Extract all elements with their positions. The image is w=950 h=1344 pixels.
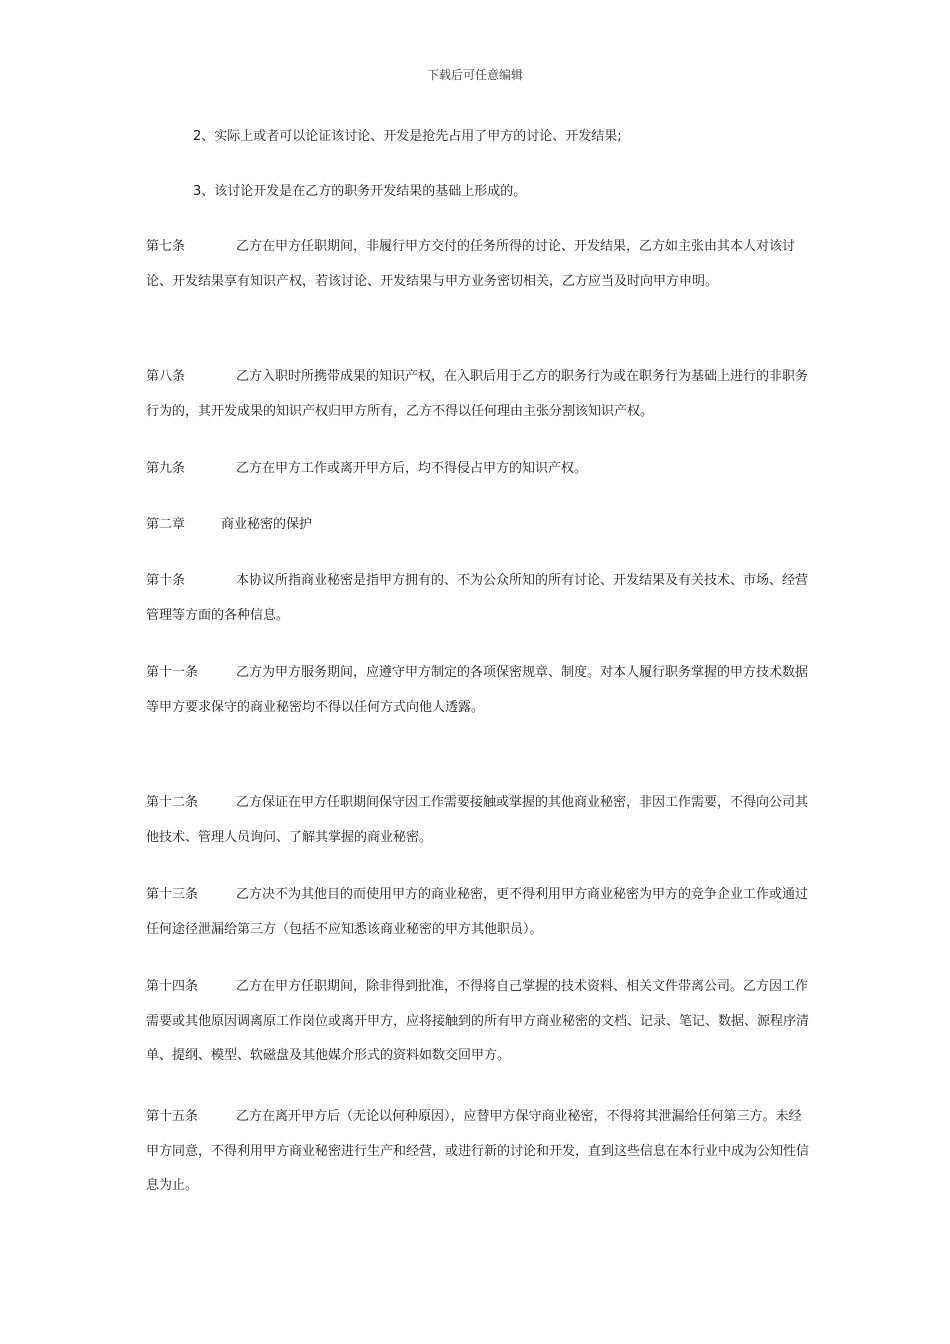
article-label: 第十二条 bbox=[146, 795, 199, 810]
article-text: 乙方为甲方服务期间，应遵守甲方制定的各项保密规章、制度。对本人履行职务掌握的甲方技术数据等甲方要求保守的商业秘密均不得以任何方式向他人透露。 bbox=[146, 665, 809, 715]
list-item bbox=[193, 175, 810, 210]
article-14 bbox=[146, 970, 810, 1074]
article-text: 乙方在甲方任职期间，非履行甲方交付的任务所得的讨论、开发结果，乙方如主张由其本人对该讨论、开发结果享有知识产权，若该讨论、开发结果与甲方业务密切相关，乙方应当及时向甲方申明。 bbox=[146, 239, 796, 289]
article-label: 第十一条 bbox=[146, 665, 199, 680]
list-item bbox=[193, 120, 810, 155]
article-8 bbox=[146, 360, 810, 429]
article-text: 乙方决不为其他目的而使用甲方的商业秘密，更不得利用甲方商业秘密为甲方的竞争企业工作或通过任何途径泄漏给第三方（包括不应知悉该商业秘密的甲方其他职员）。 bbox=[146, 887, 809, 937]
article-label: 第七条 bbox=[146, 239, 186, 254]
page-header: 下载后可任意编辑 bbox=[426, 68, 523, 82]
article-label: 第十五条 bbox=[146, 1109, 199, 1124]
article-10 bbox=[146, 564, 810, 633]
article-text: 乙方在离开甲方后（无论以何种原因），应替甲方保守商业秘密，不得将其泄漏给任何第三方。未经甲方同意，不得利用甲方商业秘密进行生产和经营，或进行新的讨论和开发，直到这些信息在本行业中成为公知性信息为止。 bbox=[146, 1109, 810, 1193]
article-label: 第十三条 bbox=[146, 887, 199, 902]
article-label: 第九条 bbox=[146, 461, 186, 476]
article-text: 乙方保证在甲方任职期间保守因工作需要接触或掌握的其他商业秘密，非因工作需要，不得向公司其他技术、管理人员询问、了解其掌握的商业秘密。 bbox=[146, 795, 809, 845]
chapter-heading bbox=[146, 508, 810, 543]
article-9 bbox=[146, 452, 810, 487]
item-text: 3、该讨论开发是在乙方的职务开发结果的基础上形成的。 bbox=[193, 184, 527, 199]
article-text: 本协议所指商业秘密是指甲方拥有的、不为公众所知的所有讨论、开发结果及有关技术、市场、经营管理等方面的各种信息。 bbox=[146, 573, 809, 623]
article-15 bbox=[146, 1100, 810, 1204]
article-12 bbox=[146, 786, 810, 855]
chapter-label: 第二章 bbox=[146, 517, 186, 532]
article-text: 乙方在甲方任职期间，除非得到批准，不得将自己掌握的技术资料、相关文件带离公司。乙方因工作需要或其他原因调离原工作岗位或离开甲方，应将接触到的所有甲方商业秘密的文档、记录、笔记、数据、源程序清单、提纲、模型、软磁盘及其他媒介形式的资料如数交回甲方。 bbox=[146, 979, 810, 1063]
item-text: 2、实际上或者可以论证该讨论、开发是抢先占用了甲方的讨论、开发结果; bbox=[193, 129, 622, 144]
article-11 bbox=[146, 656, 810, 725]
article-label: 第十四条 bbox=[146, 979, 199, 994]
article-label: 第八条 bbox=[146, 369, 186, 384]
article-text: 乙方入职时所携带成果的知识产权，在入职后用于乙方的职务行为或在职务行为基础上进行的非职务行为的，其开发成果的知识产权归甲方所有，乙方不得以任何理由主张分割该知识产权。 bbox=[146, 369, 809, 419]
chapter-title: 商业秘密的保护 bbox=[221, 517, 313, 532]
article-label: 第十条 bbox=[146, 573, 186, 588]
article-text: 乙方在甲方工作或离开甲方后，均不得侵占甲方的知识产权。 bbox=[236, 461, 588, 476]
article-7 bbox=[146, 230, 810, 299]
article-13 bbox=[146, 878, 810, 947]
